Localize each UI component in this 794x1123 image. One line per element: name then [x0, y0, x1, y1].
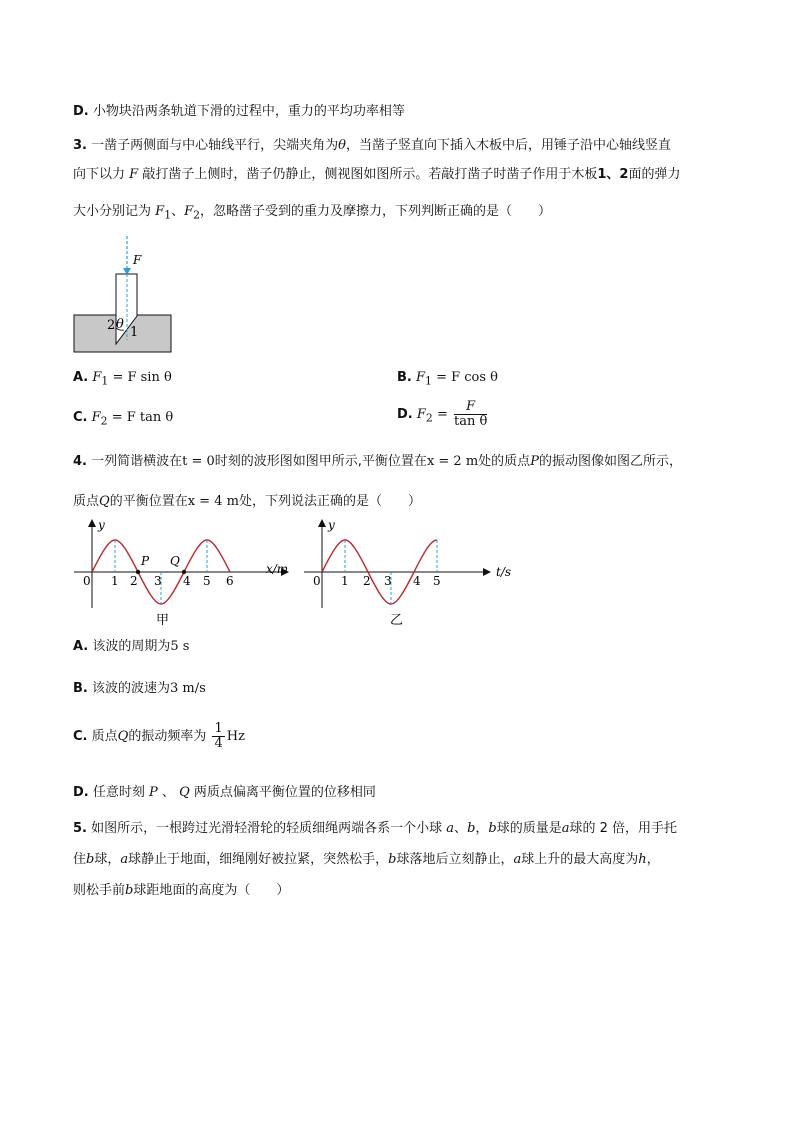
tick-label: 5 — [203, 574, 211, 588]
tick-label: 6 — [226, 574, 234, 588]
stem-text: 球落地后立刻静止， — [396, 852, 514, 867]
question-number: 5. — [73, 821, 87, 836]
math-F: F — [416, 370, 426, 385]
math-sub: 1 — [164, 208, 172, 222]
q4-vibration-figure-yi — [300, 516, 520, 630]
math-unit: Hz — [226, 729, 245, 744]
q4-stem-line-2 — [73, 492, 421, 512]
math-h: h — [638, 852, 647, 867]
stem-text: 大小分别记为 — [73, 204, 152, 219]
caption-jia: 甲 — [156, 613, 170, 628]
denominator: 4 — [214, 736, 223, 751]
stem-text: 的平衡位置在 — [109, 494, 188, 509]
stem-text: 敲打凿子上侧时，凿子仍静止，侧视图如图所示。若敲打凿子时凿子作用于木板 — [142, 167, 598, 182]
stem-text: ， — [475, 821, 489, 836]
label-F: F — [133, 253, 142, 267]
option-label: B. — [397, 370, 412, 385]
option-text: 两质点偏离平衡位置的位移相同 — [193, 785, 376, 800]
option-label: D. — [73, 104, 89, 119]
stem-text: 球距地面的高度为（ ） — [133, 883, 290, 898]
tick-label: 5 — [433, 574, 441, 588]
math-sub: 2 — [425, 411, 433, 425]
tick-label: 4 — [413, 574, 421, 588]
q4-option-a[interactable] — [73, 637, 189, 657]
math-Q: Q — [117, 729, 129, 744]
math-F: F — [92, 370, 102, 385]
stem-text: 球， — [94, 852, 121, 867]
math-x2: x = 2 m — [426, 454, 479, 469]
math-F: F — [129, 167, 139, 182]
fraction — [212, 722, 224, 751]
stem-text: 如图所示，一根跨过光滑轻滑轮的轻质细绳两端各系一个小球 — [91, 821, 443, 836]
question-number: 3. — [73, 138, 87, 153]
stem-text: 的振动图像如图乙所示， — [538, 454, 682, 469]
q4-option-b[interactable] — [73, 679, 206, 699]
math-sub: 2 — [193, 208, 201, 222]
math-b: b — [86, 852, 95, 867]
option-label: A. — [73, 370, 89, 385]
label-P: P — [141, 554, 150, 568]
stem-text: 向下以力 — [73, 167, 126, 182]
math-P: P — [530, 454, 539, 469]
math-value: 3 m/s — [170, 681, 206, 696]
math-sub: 2 — [100, 414, 108, 428]
math-eq: = — [436, 407, 448, 422]
option-text: 该波的周期为 — [92, 639, 171, 654]
option-text: 小物块沿两条轨道下滑的过程中，重力的平均功率相等 — [92, 104, 405, 119]
math-rhs: = F sin θ — [112, 370, 172, 385]
stem-text: 面的弹力 — [628, 167, 681, 182]
math-Q: Q — [179, 785, 190, 800]
tick-label: 1 — [111, 574, 119, 588]
q3-option-a[interactable] — [73, 368, 172, 392]
label-face-2: 2 — [107, 318, 116, 333]
math-sub: 1 — [101, 374, 109, 388]
tick-label: 1 — [341, 574, 349, 588]
t-ticks — [313, 574, 441, 588]
x-ticks — [83, 574, 234, 588]
label-Q: Q — [170, 554, 180, 568]
label-face-1: 1 — [130, 325, 139, 340]
math-x4: x = 4 m — [187, 494, 239, 509]
math-rhs: = F cos θ — [436, 370, 498, 385]
option-text: 质点 — [91, 729, 118, 744]
q3-stem-line-3 — [73, 202, 551, 226]
math-Q: Q — [99, 494, 110, 509]
q5-stem-line-1 — [73, 819, 677, 839]
option-text: 该波的波速为 — [92, 681, 171, 696]
label-t-axis: t/s — [496, 565, 512, 579]
stem-text: ，忽略凿子受到的重力及摩擦力，下列判断正确的是（ ） — [200, 204, 552, 219]
math-P: P — [149, 785, 158, 800]
q3-option-c[interactable] — [73, 408, 173, 432]
q4-option-c[interactable] — [73, 722, 245, 751]
math-F1: F — [155, 204, 165, 219]
option-label: C. — [73, 410, 88, 425]
label-x-axis: x/m — [266, 562, 289, 576]
math-F2: F — [184, 204, 194, 219]
numerator: F — [454, 400, 487, 415]
q2-option-d — [73, 102, 405, 122]
numerator: 1 — [214, 721, 223, 736]
stem-text: 一凿子两侧面与中心轴线平行，尖端夹角为 — [91, 138, 339, 153]
q3-option-d[interactable] — [397, 400, 489, 429]
math-F: F — [416, 407, 426, 422]
q4-stem-line-1 — [73, 452, 682, 472]
label-y: y — [98, 518, 105, 532]
label-y: y — [328, 518, 335, 532]
math-F: F — [91, 410, 101, 425]
denominator: tan θ — [453, 414, 488, 429]
tick-label: 0 — [313, 574, 321, 588]
fraction — [454, 400, 487, 429]
q3-chisel-figure — [72, 232, 182, 356]
q3-option-b[interactable] — [397, 368, 498, 392]
q4-wave-figure-jia — [70, 516, 295, 630]
option-text: 任意时刻 — [92, 785, 145, 800]
stem-text: 球上升的最大高度为 — [521, 852, 639, 867]
tick-label: 2 — [363, 574, 371, 588]
stem-text: 一列简谐横波在 — [91, 454, 183, 469]
q5-stem-line-2 — [73, 850, 660, 870]
math-a: a — [561, 821, 570, 836]
option-text: 的振动频率为 — [128, 729, 207, 744]
option-text: 、 — [161, 785, 175, 800]
option-label: B. — [73, 681, 88, 696]
stem-text: 、 — [454, 821, 468, 836]
stem-text: 1、2 — [597, 167, 629, 182]
q3-stem-line-1 — [73, 136, 671, 156]
stem-text: 处，下列说法正确的是（ ） — [238, 494, 421, 509]
math-sub: 1 — [425, 374, 432, 388]
tick-label: 0 — [83, 574, 91, 588]
math-b: b — [388, 852, 397, 867]
tick-label: 4 — [183, 574, 191, 588]
stem-text: 时刻的波形图如图甲所示,平衡位置在 — [214, 454, 427, 469]
stem-text: 球的 2 倍，用手托 — [569, 821, 678, 836]
q5-stem-line-3 — [73, 881, 289, 901]
option-label: D. — [73, 785, 89, 800]
stem-text: 则松手前 — [73, 883, 126, 898]
math-a: a — [513, 852, 522, 867]
tick-label: 2 — [130, 574, 138, 588]
option-label: C. — [73, 729, 88, 744]
stem-text: ，当凿子竖直向下插入木板中后，用锤子沿中心轴线竖直 — [345, 138, 671, 153]
option-label: D. — [397, 407, 413, 422]
math-a: a — [120, 852, 129, 867]
stem-text: ， — [646, 852, 660, 867]
label-theta: θ — [116, 317, 124, 332]
tick-label: 3 — [384, 574, 392, 588]
stem-text: 球的质量是 — [496, 821, 562, 836]
stem-text: 、 — [171, 204, 185, 219]
math-value: 5 s — [170, 639, 190, 654]
q4-option-d[interactable] — [73, 783, 376, 803]
math-b: b — [488, 821, 497, 836]
math-b: b — [125, 883, 134, 898]
question-number: 4. — [73, 454, 87, 469]
option-label: A. — [73, 639, 89, 654]
stem-text: 球静止于地面，细绳刚好被拉紧，突然松手， — [128, 852, 389, 867]
math-b: b — [467, 821, 476, 836]
math-theta: θ — [338, 138, 346, 153]
math-t0: t = 0 — [182, 454, 215, 469]
math-a: a — [446, 821, 455, 836]
q3-stem-line-2 — [73, 165, 680, 185]
caption-yi: 乙 — [390, 613, 404, 628]
math-rhs: = F tan θ — [111, 410, 174, 425]
tick-label: 3 — [154, 574, 162, 588]
stem-text: 质点 — [73, 494, 100, 509]
stem-text: 处的质点 — [478, 454, 531, 469]
stem-text: 住 — [73, 852, 87, 867]
